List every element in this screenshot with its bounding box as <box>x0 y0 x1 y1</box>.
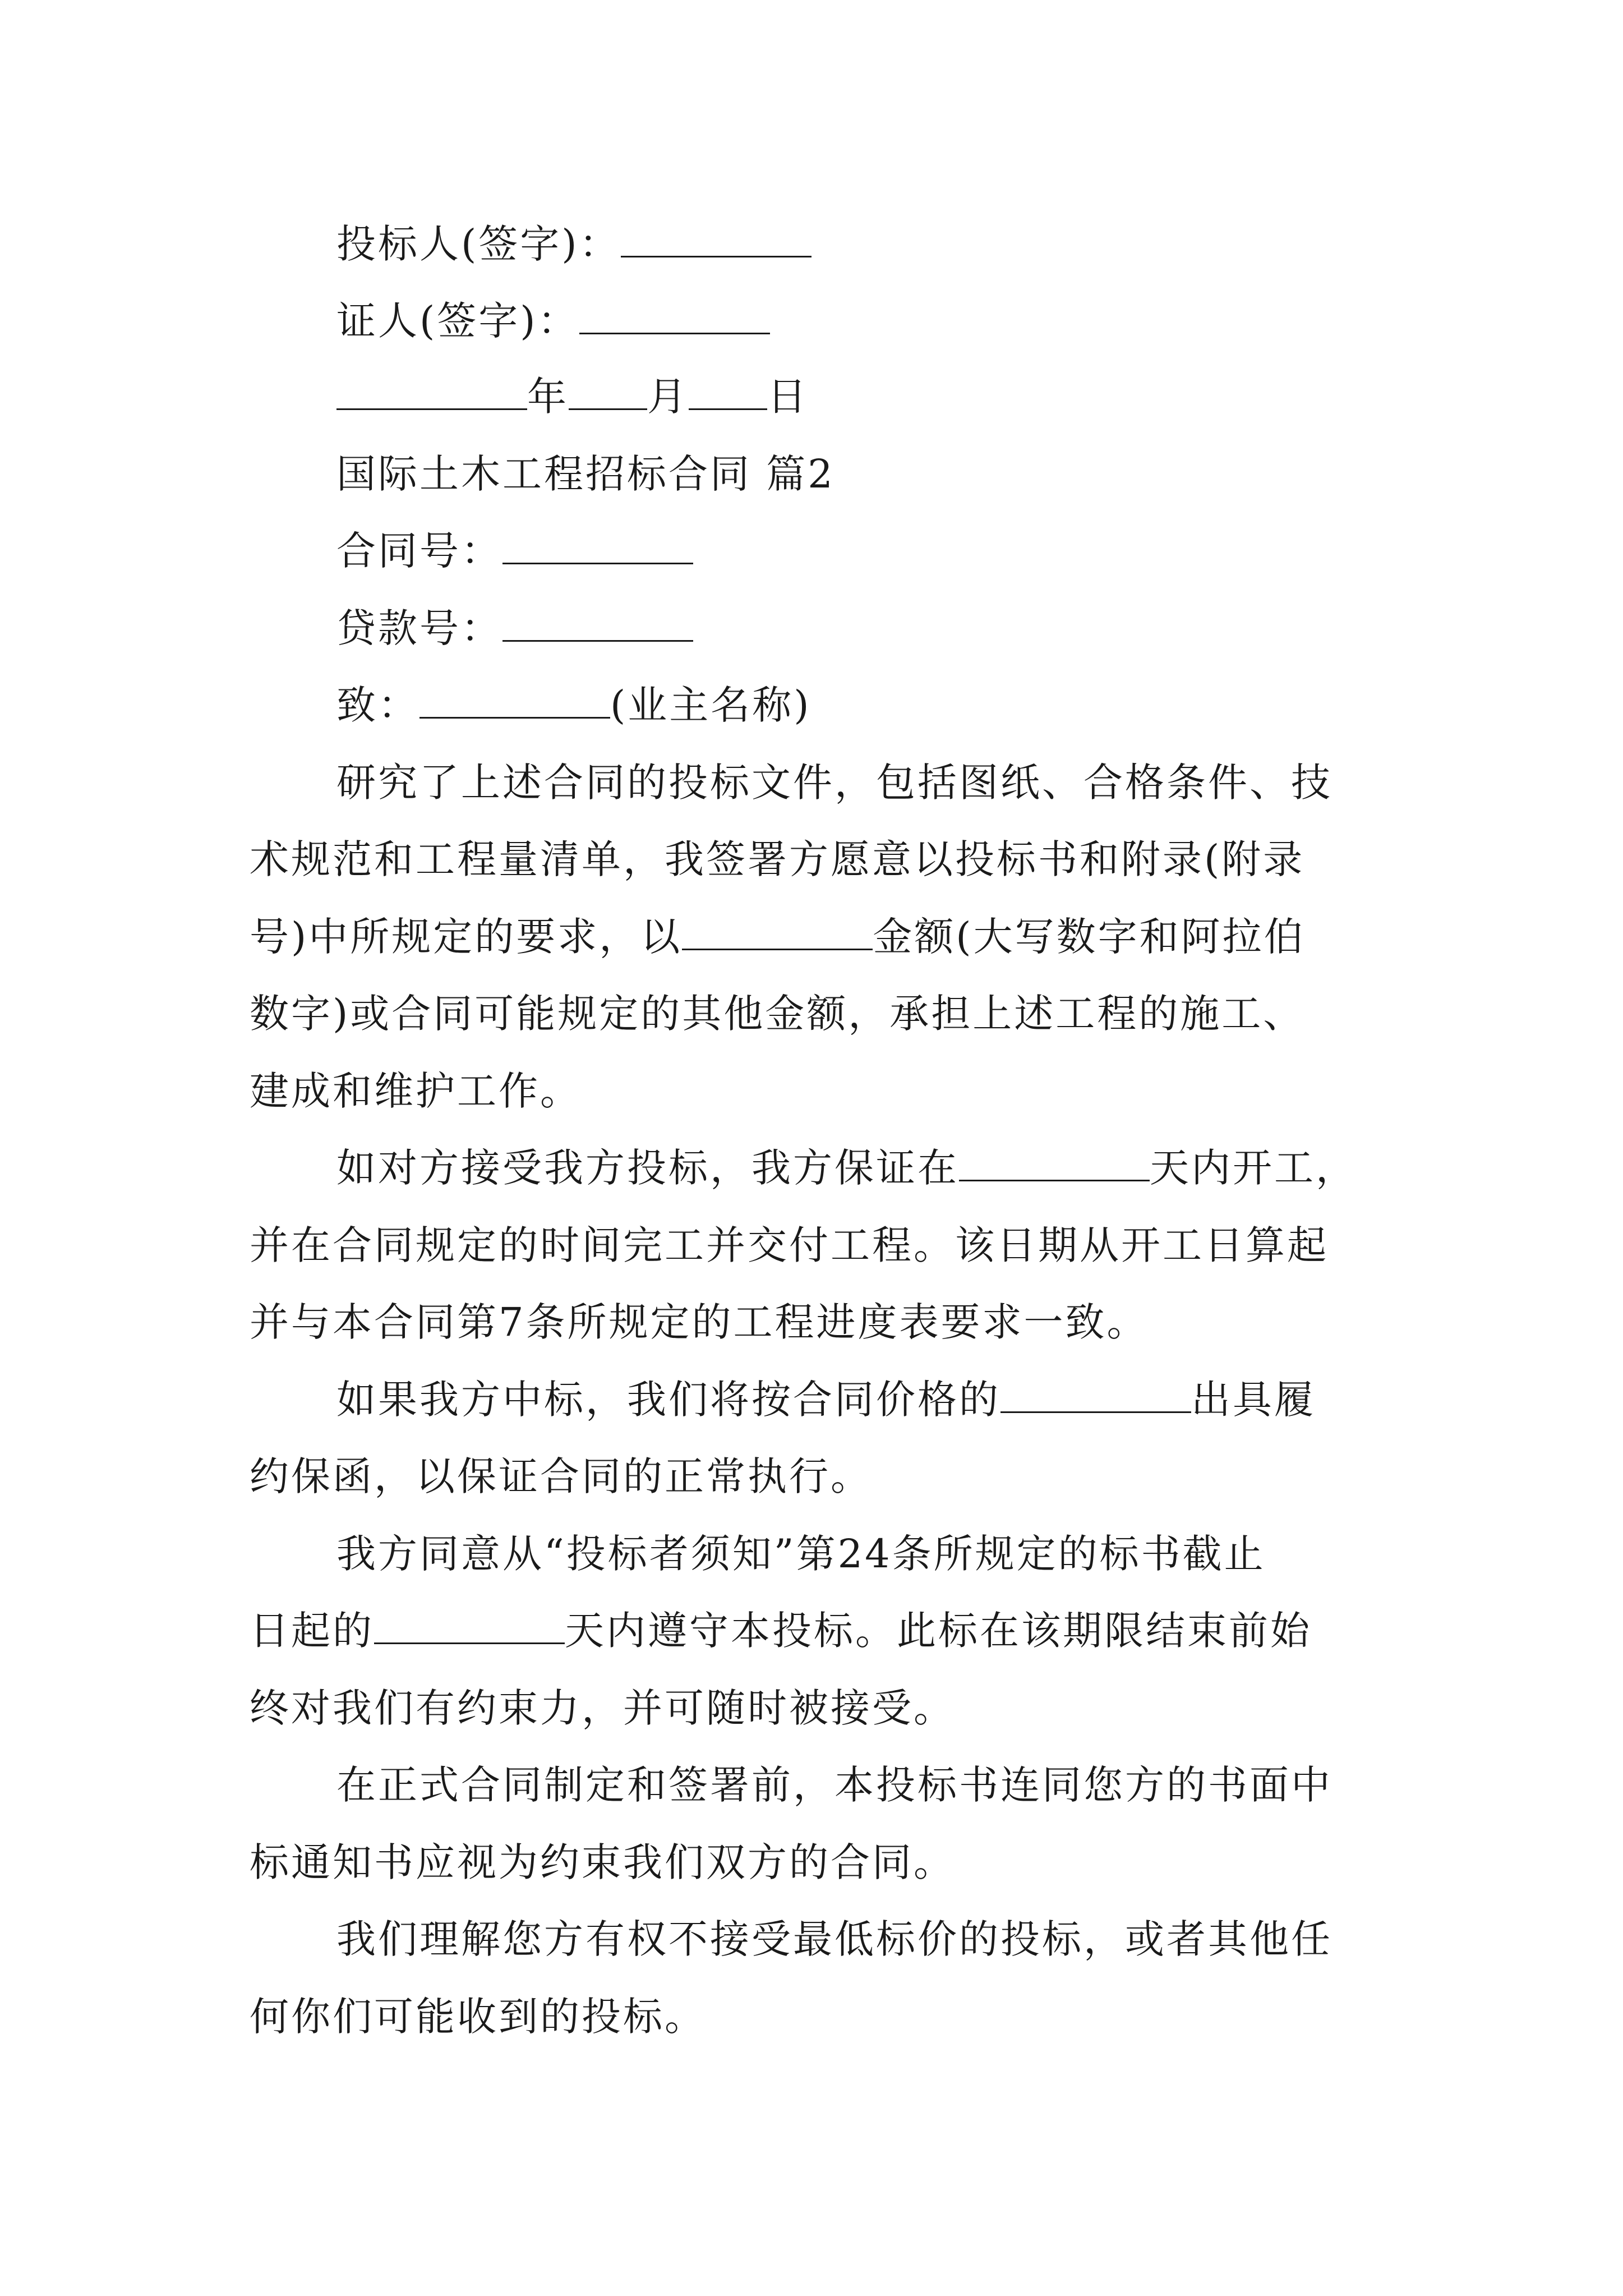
paragraph-3-line-1 <box>336 1377 1316 1422</box>
witness-signature-label: 证人(签字)： <box>336 298 579 344</box>
validity-days-blank <box>374 1609 565 1644</box>
guarantee-blank <box>1000 1378 1191 1413</box>
paragraph-5-line-1: 在正式合同制定和签署前，本投标书连同您方的书面中 <box>336 1762 1332 1808</box>
bidder-signature-blank <box>621 222 811 257</box>
loan-number-blank <box>502 606 693 642</box>
paragraph-1-line-5: 建成和维护工作。 <box>250 1068 582 1114</box>
paragraph-1-line-4: 数字)或合同可能规定的其他金额，承担上述工程的施工、 <box>250 991 1305 1037</box>
addressee-label: 致： <box>336 682 419 728</box>
addressee-line <box>336 683 811 728</box>
paragraph-4-line-2-end: 天内遵守本投标。此标在该期限结束前始 <box>565 1608 1312 1654</box>
loan-number-label: 贷款号： <box>336 605 502 651</box>
contract-number-label: 合同号： <box>336 528 502 574</box>
amount-blank <box>682 915 873 950</box>
loan-number-line <box>336 606 693 651</box>
paragraph-1-line-3-end: 金额(大写数字和阿拉伯 <box>873 914 1306 960</box>
start-days-blank <box>959 1146 1150 1181</box>
paragraph-5-line-2: 标通知书应视为约束我们双方的合同。 <box>250 1839 955 1885</box>
day-label: 日 <box>767 374 809 420</box>
witness-signature-line <box>336 298 770 343</box>
bidder-signature-line <box>336 222 811 266</box>
paragraph-3-line-2: 约保函，以保证合同的正常执行。 <box>250 1453 872 1499</box>
day-blank <box>689 375 767 410</box>
paragraph-3-line-1-start: 如果我方中标，我们将按合同价格的 <box>336 1377 1000 1423</box>
year-blank <box>336 375 527 410</box>
contract-number-line <box>336 528 693 573</box>
date-line <box>336 374 809 419</box>
paragraph-4-line-2-start: 日起的 <box>250 1608 374 1654</box>
paragraph-2-line-1 <box>336 1145 1357 1190</box>
addressee-blank <box>419 683 610 719</box>
paragraph-6-line-2: 何你们可能收到的投标。 <box>250 1994 706 2040</box>
paragraph-4-line-1: 我方同意从“投标者须知”第24条所规定的标书截止 <box>336 1531 1266 1577</box>
paragraph-6-line-1: 我们理解您方有权不接受最低标价的投标，或者其他任 <box>336 1916 1332 1962</box>
paragraph-4-line-2 <box>250 1608 1312 1653</box>
paragraph-1-line-3 <box>250 914 1306 959</box>
paragraph-1-line-3-start: 号)中所规定的要求，以 <box>250 914 683 960</box>
paragraph-2-line-1-end: 天内开工， <box>1150 1145 1357 1191</box>
bidder-signature-label: 投标人(签字)： <box>336 221 621 267</box>
paragraph-2-line-1-start: 如对方接受我方投标，我方保证在 <box>336 1145 959 1191</box>
paragraph-3-line-1-end: 出具履 <box>1191 1377 1316 1423</box>
paragraph-1-line-1: 研究了上述合同的投标文件，包括图纸、合格条件、技 <box>336 760 1332 806</box>
contract-number-blank <box>502 529 693 564</box>
paragraph-1-line-2: 术规范和工程量清单，我签署方愿意以投标书和附录(附录 <box>250 836 1305 882</box>
year-label: 年 <box>527 374 569 420</box>
addressee-suffix: (业主名称) <box>610 682 811 728</box>
paragraph-4-line-3: 终对我们有约束力，并可随时被接受。 <box>250 1685 955 1731</box>
month-blank <box>569 375 647 410</box>
witness-signature-blank <box>579 299 770 334</box>
paragraph-2-line-2: 并在合同规定的时间完工并交付工程。该日期从开工日算起 <box>250 1222 1329 1268</box>
month-label: 月 <box>647 374 689 420</box>
paragraph-2-line-3: 并与本合同第7条所规定的工程进度表要求一致。 <box>250 1299 1149 1345</box>
section-heading: 国际土木工程招标合同 篇2 <box>336 451 835 497</box>
